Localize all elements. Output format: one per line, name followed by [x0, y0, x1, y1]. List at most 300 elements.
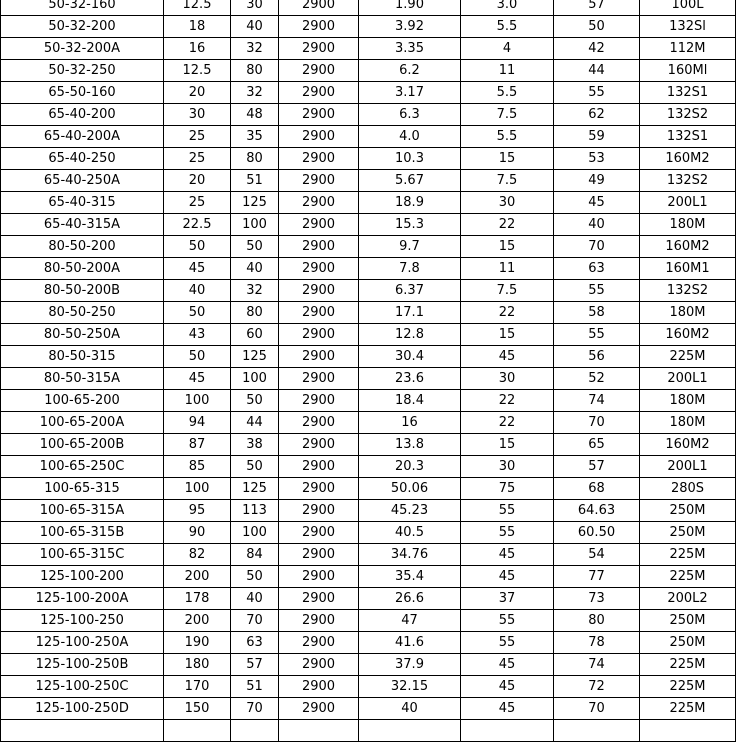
flow-cell: 50 — [164, 236, 231, 258]
table-row — [1, 236, 736, 258]
motor-power-cell: 30 — [461, 456, 554, 478]
motor-power-cell: 4 — [461, 38, 554, 60]
head-cell: 51 — [231, 170, 279, 192]
flow-cell: 43 — [164, 324, 231, 346]
shaft-power-cell: 3.35 — [359, 38, 461, 60]
head-cell: 63 — [231, 632, 279, 654]
flow-cell: 50 — [164, 346, 231, 368]
head-cell: 125 — [231, 192, 279, 214]
shaft-power-cell: 41.6 — [359, 632, 461, 654]
table-row — [1, 38, 736, 60]
speed-cell: 2900 — [279, 324, 359, 346]
efficiency-cell: 44 — [554, 60, 640, 82]
flow-cell: 100 — [164, 390, 231, 412]
speed-cell: 2900 — [279, 148, 359, 170]
flow-cell: 82 — [164, 544, 231, 566]
motor-power-cell: 3.0 — [461, 0, 554, 16]
efficiency-cell: 77 — [554, 566, 640, 588]
flow-cell: 180 — [164, 654, 231, 676]
motor-model-cell: 280S — [640, 478, 736, 500]
table-row — [1, 82, 736, 104]
motor-power-cell: 5.5 — [461, 82, 554, 104]
head-cell: 57 — [231, 654, 279, 676]
speed-cell: 2900 — [279, 544, 359, 566]
head-cell: 84 — [231, 544, 279, 566]
motor-model-cell: 132Sl — [640, 16, 736, 38]
speed-cell: 2900 — [279, 214, 359, 236]
motor-power-cell: 45 — [461, 544, 554, 566]
shaft-power-cell: 40 — [359, 698, 461, 720]
speed-cell — [279, 720, 359, 742]
model-cell: 125-100-250A — [1, 632, 164, 654]
shaft-power-cell: 18.9 — [359, 192, 461, 214]
motor-model-cell: 250M — [640, 610, 736, 632]
efficiency-cell: 72 — [554, 676, 640, 698]
speed-cell: 2900 — [279, 104, 359, 126]
table-row — [1, 126, 736, 148]
model-cell: 65-40-200 — [1, 104, 164, 126]
speed-cell: 2900 — [279, 258, 359, 280]
efficiency-cell: 52 — [554, 368, 640, 390]
model-cell: 100-65-315B — [1, 522, 164, 544]
head-cell: 80 — [231, 148, 279, 170]
table-row — [1, 434, 736, 456]
efficiency-cell: 60.50 — [554, 522, 640, 544]
shaft-power-cell: 30.4 — [359, 346, 461, 368]
shaft-power-cell: 13.8 — [359, 434, 461, 456]
motor-power-cell: 7.5 — [461, 170, 554, 192]
motor-model-cell: 250M — [640, 632, 736, 654]
efficiency-cell: 54 — [554, 544, 640, 566]
shaft-power-cell: 34.76 — [359, 544, 461, 566]
motor-model-cell: 100L — [640, 0, 736, 16]
efficiency-cell — [554, 720, 640, 742]
shaft-power-cell: 47 — [359, 610, 461, 632]
motor-power-cell: 15 — [461, 236, 554, 258]
table-body — [1, 0, 736, 742]
motor-power-cell: 11 — [461, 60, 554, 82]
motor-model-cell: 160M2 — [640, 148, 736, 170]
motor-power-cell: 22 — [461, 390, 554, 412]
speed-cell: 2900 — [279, 126, 359, 148]
motor-power-cell: 45 — [461, 676, 554, 698]
motor-model-cell: 200L1 — [640, 368, 736, 390]
table-row — [1, 456, 736, 478]
speed-cell: 2900 — [279, 390, 359, 412]
head-cell: 50 — [231, 390, 279, 412]
efficiency-cell: 70 — [554, 698, 640, 720]
table-row — [1, 522, 736, 544]
table-row — [1, 390, 736, 412]
speed-cell: 2900 — [279, 610, 359, 632]
shaft-power-cell: 18.4 — [359, 390, 461, 412]
motor-model-cell: 250M — [640, 522, 736, 544]
efficiency-cell: 70 — [554, 412, 640, 434]
flow-cell: 100 — [164, 478, 231, 500]
table-row — [1, 16, 736, 38]
model-cell: 65-50-160 — [1, 82, 164, 104]
motor-power-cell: 7.5 — [461, 104, 554, 126]
efficiency-cell: 50 — [554, 16, 640, 38]
flow-cell: 178 — [164, 588, 231, 610]
flow-cell: 94 — [164, 412, 231, 434]
speed-cell: 2900 — [279, 588, 359, 610]
model-cell: 65-40-315 — [1, 192, 164, 214]
shaft-power-cell: 4.0 — [359, 126, 461, 148]
speed-cell: 2900 — [279, 654, 359, 676]
table-row — [1, 192, 736, 214]
model-cell: 80-50-250 — [1, 302, 164, 324]
motor-power-cell: 5.5 — [461, 126, 554, 148]
model-cell: 50-32-160 — [1, 0, 164, 16]
flow-cell: 45 — [164, 368, 231, 390]
shaft-power-cell: 16 — [359, 412, 461, 434]
table-row — [1, 412, 736, 434]
speed-cell: 2900 — [279, 192, 359, 214]
motor-power-cell: 7.5 — [461, 280, 554, 302]
model-cell: 50-32-250 — [1, 60, 164, 82]
table-row — [1, 302, 736, 324]
speed-cell: 2900 — [279, 170, 359, 192]
motor-power-cell: 55 — [461, 632, 554, 654]
head-cell: 38 — [231, 434, 279, 456]
table-row — [1, 610, 736, 632]
speed-cell: 2900 — [279, 0, 359, 16]
motor-power-cell: 15 — [461, 324, 554, 346]
motor-model-cell: 225M — [640, 698, 736, 720]
table-row — [1, 720, 736, 742]
flow-cell — [164, 720, 231, 742]
efficiency-cell: 53 — [554, 148, 640, 170]
head-cell: 100 — [231, 214, 279, 236]
table-row — [1, 588, 736, 610]
shaft-power-cell: 5.67 — [359, 170, 461, 192]
head-cell: 51 — [231, 676, 279, 698]
table-row — [1, 478, 736, 500]
motor-model-cell: 160M2 — [640, 324, 736, 346]
efficiency-cell: 58 — [554, 302, 640, 324]
motor-power-cell: 55 — [461, 522, 554, 544]
table-row — [1, 654, 736, 676]
table-row — [1, 698, 736, 720]
efficiency-cell: 64.63 — [554, 500, 640, 522]
motor-model-cell: 225M — [640, 544, 736, 566]
head-cell: 125 — [231, 346, 279, 368]
head-cell: 80 — [231, 60, 279, 82]
motor-model-cell: 180M — [640, 412, 736, 434]
flow-cell: 50 — [164, 302, 231, 324]
table-row — [1, 170, 736, 192]
motor-model-cell — [640, 720, 736, 742]
model-cell: 65-40-200A — [1, 126, 164, 148]
flow-cell: 87 — [164, 434, 231, 456]
flow-cell: 150 — [164, 698, 231, 720]
shaft-power-cell: 9.7 — [359, 236, 461, 258]
flow-cell: 170 — [164, 676, 231, 698]
flow-cell: 16 — [164, 38, 231, 60]
shaft-power-cell: 45.23 — [359, 500, 461, 522]
motor-power-cell: 5.5 — [461, 16, 554, 38]
efficiency-cell: 55 — [554, 82, 640, 104]
table-row — [1, 632, 736, 654]
shaft-power-cell: 1.90 — [359, 0, 461, 16]
table-row — [1, 346, 736, 368]
model-cell: 65-40-250 — [1, 148, 164, 170]
shaft-power-cell: 12.8 — [359, 324, 461, 346]
motor-model-cell: 160Ml — [640, 60, 736, 82]
motor-power-cell: 30 — [461, 192, 554, 214]
motor-power-cell — [461, 720, 554, 742]
speed-cell: 2900 — [279, 16, 359, 38]
head-cell: 100 — [231, 368, 279, 390]
model-cell: 50-32-200A — [1, 38, 164, 60]
shaft-power-cell: 6.3 — [359, 104, 461, 126]
shaft-power-cell: 40.5 — [359, 522, 461, 544]
shaft-power-cell: 6.2 — [359, 60, 461, 82]
motor-model-cell: 225M — [640, 566, 736, 588]
efficiency-cell: 55 — [554, 324, 640, 346]
motor-power-cell: 37 — [461, 588, 554, 610]
efficiency-cell: 80 — [554, 610, 640, 632]
head-cell: 70 — [231, 610, 279, 632]
head-cell: 113 — [231, 500, 279, 522]
motor-model-cell: 250M — [640, 500, 736, 522]
shaft-power-cell: 3.92 — [359, 16, 461, 38]
efficiency-cell: 57 — [554, 0, 640, 16]
flow-cell: 25 — [164, 126, 231, 148]
shaft-power-cell: 10.3 — [359, 148, 461, 170]
flow-cell: 20 — [164, 170, 231, 192]
flow-cell: 200 — [164, 566, 231, 588]
model-cell: 100-65-250C — [1, 456, 164, 478]
model-cell: 80-50-315 — [1, 346, 164, 368]
motor-power-cell: 22 — [461, 302, 554, 324]
model-cell: 100-65-200 — [1, 390, 164, 412]
head-cell: 50 — [231, 456, 279, 478]
table-row — [1, 676, 736, 698]
motor-power-cell: 55 — [461, 500, 554, 522]
model-cell: 80-50-200 — [1, 236, 164, 258]
motor-model-cell: 200L2 — [640, 588, 736, 610]
table-row — [1, 104, 736, 126]
efficiency-cell: 70 — [554, 236, 640, 258]
table-row — [1, 258, 736, 280]
efficiency-cell: 57 — [554, 456, 640, 478]
motor-model-cell: 225M — [640, 654, 736, 676]
speed-cell: 2900 — [279, 500, 359, 522]
shaft-power-cell: 50.06 — [359, 478, 461, 500]
shaft-power-cell: 23.6 — [359, 368, 461, 390]
speed-cell: 2900 — [279, 522, 359, 544]
motor-model-cell: 160M1 — [640, 258, 736, 280]
efficiency-cell: 62 — [554, 104, 640, 126]
speed-cell: 2900 — [279, 38, 359, 60]
efficiency-cell: 59 — [554, 126, 640, 148]
head-cell: 40 — [231, 588, 279, 610]
speed-cell: 2900 — [279, 676, 359, 698]
efficiency-cell: 40 — [554, 214, 640, 236]
speed-cell: 2900 — [279, 60, 359, 82]
motor-model-cell: 225M — [640, 676, 736, 698]
table-row — [1, 324, 736, 346]
table-row — [1, 368, 736, 390]
head-cell: 70 — [231, 698, 279, 720]
flow-cell: 25 — [164, 148, 231, 170]
efficiency-cell: 68 — [554, 478, 640, 500]
efficiency-cell: 73 — [554, 588, 640, 610]
model-cell: 100-65-200A — [1, 412, 164, 434]
flow-cell: 22.5 — [164, 214, 231, 236]
flow-cell: 12.5 — [164, 60, 231, 82]
speed-cell: 2900 — [279, 280, 359, 302]
speed-cell: 2900 — [279, 456, 359, 478]
speed-cell: 2900 — [279, 368, 359, 390]
motor-power-cell: 15 — [461, 434, 554, 456]
shaft-power-cell: 32.15 — [359, 676, 461, 698]
model-cell: 125-100-250B — [1, 654, 164, 676]
flow-cell: 40 — [164, 280, 231, 302]
motor-model-cell: 200L1 — [640, 192, 736, 214]
motor-model-cell: 132S1 — [640, 126, 736, 148]
shaft-power-cell: 7.8 — [359, 258, 461, 280]
speed-cell: 2900 — [279, 82, 359, 104]
speed-cell: 2900 — [279, 412, 359, 434]
motor-model-cell: 200L1 — [640, 456, 736, 478]
shaft-power-cell: 15.3 — [359, 214, 461, 236]
speed-cell: 2900 — [279, 434, 359, 456]
model-cell: 125-100-250C — [1, 676, 164, 698]
flow-cell: 25 — [164, 192, 231, 214]
model-cell: 125-100-200 — [1, 566, 164, 588]
model-cell: 80-50-315A — [1, 368, 164, 390]
speed-cell: 2900 — [279, 632, 359, 654]
speed-cell: 2900 — [279, 302, 359, 324]
shaft-power-cell: 17.1 — [359, 302, 461, 324]
flow-cell: 30 — [164, 104, 231, 126]
motor-model-cell: 225M — [640, 346, 736, 368]
head-cell: 44 — [231, 412, 279, 434]
table-row — [1, 0, 736, 16]
head-cell: 40 — [231, 16, 279, 38]
efficiency-cell: 63 — [554, 258, 640, 280]
motor-power-cell: 22 — [461, 412, 554, 434]
model-cell: 65-40-315A — [1, 214, 164, 236]
motor-power-cell: 55 — [461, 610, 554, 632]
flow-cell: 20 — [164, 82, 231, 104]
table-row — [1, 60, 736, 82]
motor-power-cell: 75 — [461, 478, 554, 500]
head-cell: 35 — [231, 126, 279, 148]
speed-cell: 2900 — [279, 236, 359, 258]
table-row — [1, 500, 736, 522]
model-cell: 100-65-315A — [1, 500, 164, 522]
flow-cell: 18 — [164, 16, 231, 38]
motor-power-cell: 11 — [461, 258, 554, 280]
table-row — [1, 214, 736, 236]
table-row — [1, 280, 736, 302]
flow-cell: 190 — [164, 632, 231, 654]
head-cell: 32 — [231, 38, 279, 60]
efficiency-cell: 74 — [554, 390, 640, 412]
head-cell: 100 — [231, 522, 279, 544]
efficiency-cell: 74 — [554, 654, 640, 676]
efficiency-cell: 55 — [554, 280, 640, 302]
motor-power-cell: 45 — [461, 698, 554, 720]
table-row — [1, 566, 736, 588]
shaft-power-cell: 37.9 — [359, 654, 461, 676]
efficiency-cell: 42 — [554, 38, 640, 60]
model-cell: 125-100-200A — [1, 588, 164, 610]
shaft-power-cell: 26.6 — [359, 588, 461, 610]
head-cell: 32 — [231, 82, 279, 104]
model-cell: 100-65-200B — [1, 434, 164, 456]
head-cell: 50 — [231, 566, 279, 588]
model-cell: 80-50-200A — [1, 258, 164, 280]
head-cell: 32 — [231, 280, 279, 302]
motor-model-cell: 112M — [640, 38, 736, 60]
motor-power-cell: 45 — [461, 346, 554, 368]
shaft-power-cell — [359, 720, 461, 742]
head-cell: 60 — [231, 324, 279, 346]
flow-cell: 200 — [164, 610, 231, 632]
motor-model-cell: 160M2 — [640, 434, 736, 456]
model-cell — [1, 720, 164, 742]
model-cell: 80-50-250A — [1, 324, 164, 346]
head-cell: 50 — [231, 236, 279, 258]
flow-cell: 95 — [164, 500, 231, 522]
shaft-power-cell: 20.3 — [359, 456, 461, 478]
efficiency-cell: 78 — [554, 632, 640, 654]
efficiency-cell: 45 — [554, 192, 640, 214]
model-cell: 65-40-250A — [1, 170, 164, 192]
model-cell: 50-32-200 — [1, 16, 164, 38]
model-cell: 100-65-315 — [1, 478, 164, 500]
head-cell: 40 — [231, 258, 279, 280]
motor-model-cell: 132S2 — [640, 280, 736, 302]
shaft-power-cell: 35.4 — [359, 566, 461, 588]
head-cell: 125 — [231, 478, 279, 500]
efficiency-cell: 56 — [554, 346, 640, 368]
head-cell: 48 — [231, 104, 279, 126]
head-cell: 30 — [231, 0, 279, 16]
flow-cell: 85 — [164, 456, 231, 478]
motor-power-cell: 45 — [461, 654, 554, 676]
speed-cell: 2900 — [279, 478, 359, 500]
motor-power-cell: 22 — [461, 214, 554, 236]
motor-model-cell: 180M — [640, 302, 736, 324]
flow-cell: 12.5 — [164, 0, 231, 16]
table-row — [1, 544, 736, 566]
model-cell: 125-100-250D — [1, 698, 164, 720]
motor-power-cell: 45 — [461, 566, 554, 588]
flow-cell: 45 — [164, 258, 231, 280]
shaft-power-cell: 3.17 — [359, 82, 461, 104]
model-cell: 125-100-250 — [1, 610, 164, 632]
motor-model-cell: 180M — [640, 214, 736, 236]
motor-model-cell: 132S1 — [640, 82, 736, 104]
efficiency-cell: 65 — [554, 434, 640, 456]
speed-cell: 2900 — [279, 698, 359, 720]
flow-cell: 90 — [164, 522, 231, 544]
table-row — [1, 148, 736, 170]
head-cell: 80 — [231, 302, 279, 324]
head-cell — [231, 720, 279, 742]
motor-power-cell: 15 — [461, 148, 554, 170]
motor-model-cell: 132S2 — [640, 170, 736, 192]
speed-cell: 2900 — [279, 346, 359, 368]
model-cell: 80-50-200B — [1, 280, 164, 302]
motor-power-cell: 30 — [461, 368, 554, 390]
